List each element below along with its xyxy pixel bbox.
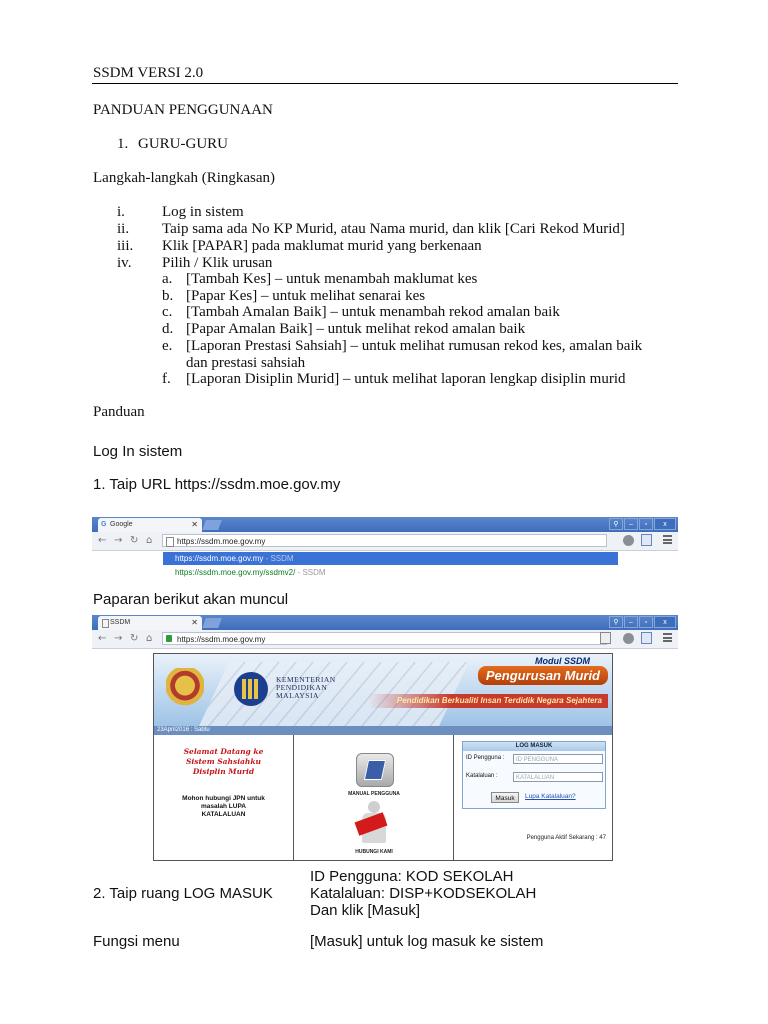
page-icon — [166, 537, 174, 547]
substep-letter: d. — [162, 321, 174, 337]
minimize-icon[interactable]: – — [624, 518, 638, 530]
substep-text: [Laporan Disiplin Murid] – untuk melihat laporan lengkap disiplin murid — [186, 371, 626, 387]
suggestion-item[interactable]: https://ssdm.moe.gov.my - SSDM — [163, 552, 618, 565]
step-text: Taip sama ada No KP Murid, atau Nama murid, dan klik [Cari Rekod Murid] — [162, 221, 625, 237]
address-bar[interactable] — [162, 534, 607, 547]
icons-column — [294, 735, 454, 860]
maximize-icon[interactable]: ▫ — [639, 518, 653, 530]
hubungi-label[interactable]: HUBUNGI KAMI — [355, 849, 393, 855]
extension-icon[interactable] — [623, 633, 634, 644]
extension-icon[interactable] — [623, 535, 634, 546]
step-number: ii. — [117, 221, 130, 237]
window-controls — [609, 616, 676, 628]
step-number: i. — [117, 204, 125, 220]
reload-icon[interactable]: ↻ — [130, 535, 139, 546]
substep-letter: a. — [162, 271, 173, 287]
site-banner — [154, 654, 612, 726]
browser-screenshot-2 — [92, 615, 678, 649]
browser-tab[interactable] — [98, 616, 202, 630]
manual-book-icon[interactable] — [356, 753, 394, 787]
active-users: Pengguna Aktif Sekarang : 47 — [526, 835, 606, 841]
doc-header: SSDM VERSI 2.0 — [93, 65, 204, 81]
address-text: https://ssdm.moe.gov.my — [177, 537, 266, 546]
doc-title: PANDUAN PENGGUNAAN — [93, 102, 273, 118]
suggestion-url: https://ssdm.moe.gov.my — [175, 554, 264, 563]
ministry-logo-icon — [234, 672, 268, 706]
translate-icon[interactable] — [600, 632, 611, 644]
browser-toolbar — [92, 630, 678, 649]
reload-icon[interactable]: ↻ — [130, 633, 139, 644]
address-bar[interactable] — [162, 632, 607, 645]
fungsi-text: [Masuk] untuk log masuk ke sistem — [310, 933, 544, 950]
browser-toolbar — [92, 532, 678, 551]
address-text: https://ssdm.moe.gov.my — [177, 635, 266, 644]
browser-screenshot-1 — [92, 517, 678, 551]
steps-heading: Langkah-langkah (Ringkasan) — [93, 170, 276, 186]
page-icon — [102, 619, 109, 628]
suggestion-title: SSDM — [302, 568, 326, 577]
forward-icon[interactable]: → — [114, 535, 123, 546]
lock-icon — [166, 635, 172, 642]
close-tab-icon[interactable]: ✕ — [191, 520, 198, 529]
paparan-text: Paparan berikut akan muncul — [93, 591, 289, 608]
substep-text: [Papar Kes] – untuk melihat senarai kes — [186, 288, 426, 304]
panduan-heading: Panduan — [93, 404, 145, 420]
welcome-column — [154, 735, 294, 860]
minimize-icon[interactable]: – — [624, 616, 638, 628]
substep-text: [Papar Amalan Baik] – untuk melihat rekod amalan baik — [186, 321, 526, 337]
login-heading: Log In sistem — [93, 443, 183, 460]
forward-icon[interactable]: → — [114, 633, 123, 644]
step2-line: ID Pengguna: KOD SEKOLAH — [310, 868, 514, 885]
close-window-icon[interactable]: x — [654, 616, 676, 628]
slogan: Pendidikan Berkualiti Insan Terdidik Negara Sejahtera — [368, 694, 608, 708]
id-label: ID Pengguna : — [466, 755, 505, 761]
contact-person-icon[interactable] — [360, 801, 388, 847]
ministry-name: KEMENTERIAN PENDIDIKAN MALAYSIA — [276, 675, 336, 700]
tab-title: SSDM — [110, 619, 131, 626]
substep-letter: f. — [162, 371, 171, 387]
masuk-button[interactable]: Masuk — [491, 792, 519, 803]
google-icon: G — [101, 521, 107, 528]
section-label: GURU-GURU — [138, 136, 228, 152]
step-text: Log in sistem — [162, 204, 244, 220]
tab-title: Google — [110, 521, 133, 528]
step2-line: Dan klik [Masuk] — [310, 902, 421, 919]
fungsi-label: Fungsi menu — [93, 933, 180, 950]
substep-text: [Tambah Amalan Baik] – untuk menambah rekod amalan baik — [186, 304, 560, 320]
bookmark-icon[interactable] — [641, 632, 652, 644]
user-icon[interactable]: ⚲ — [609, 518, 623, 530]
window-controls — [609, 518, 676, 530]
step-text: Pilih / Klik urusan — [162, 255, 273, 271]
suggestion-item[interactable]: https://ssdm.moe.gov.my/ssdmv2/ - SSDM — [175, 568, 326, 577]
step2-label: 2. Taip ruang LOG MASUK — [93, 885, 273, 902]
substep-letter: b. — [162, 288, 174, 304]
maximize-icon[interactable]: ▫ — [639, 616, 653, 628]
login-column — [454, 735, 612, 860]
ssdm-site-screenshot — [153, 653, 613, 861]
back-icon[interactable]: ← — [98, 633, 107, 644]
modul-label: Modul SSDM — [535, 656, 590, 666]
malaysia-crest-icon — [166, 668, 204, 712]
step1-text: 1. Taip URL https://ssdm.moe.gov.my — [93, 476, 341, 493]
home-icon[interactable]: ⌂ — [146, 535, 153, 546]
step-number: iv. — [117, 255, 132, 271]
step2-line: Katalaluan: DISP+KODSEKOLAH — [310, 885, 537, 902]
new-tab-button[interactable] — [202, 618, 222, 628]
substep-letter: e. — [162, 338, 173, 354]
new-tab-button[interactable] — [202, 520, 222, 530]
menu-icon[interactable] — [663, 633, 672, 642]
tab-strip — [92, 517, 678, 532]
password-label: Katalaluan : — [466, 773, 498, 779]
section-number: 1. — [117, 136, 129, 152]
step-number: iii. — [117, 238, 134, 254]
header-rule — [92, 83, 678, 84]
suggestion-url: https://ssdm.moe.gov.my/ — [175, 568, 266, 577]
lupa-katalaluan-link[interactable]: Lupa Katalaluan? — [525, 793, 576, 800]
manual-label[interactable]: MANUAL PENGGUNA — [348, 791, 400, 797]
bookmark-icon[interactable] — [641, 534, 652, 546]
welcome-text: Selamat Datang ke Sistem Sahsiahku Disiplin Murid — [183, 747, 264, 776]
tab-strip — [92, 615, 678, 630]
substep-letter: c. — [162, 304, 173, 320]
login-title: LOG MASUK — [463, 742, 605, 751]
substep-text: [Tambah Kes] – untuk menambah maklumat kes — [186, 271, 478, 287]
date-bar: 23April2016 : Sabtu — [154, 726, 612, 735]
back-icon[interactable]: ← — [98, 535, 107, 546]
password-input[interactable]: KATALALUAN — [513, 772, 603, 782]
browser-tab[interactable] — [98, 518, 202, 532]
mohon-notice: Mohon hubungi JPN untuk masalah LUPA KATALALUAN — [182, 795, 265, 818]
id-input[interactable]: ID PENGGUNA — [513, 754, 603, 764]
pengurusan-label: Pengurusan Murid — [478, 666, 608, 685]
login-box — [462, 741, 606, 809]
user-icon[interactable]: ⚲ — [609, 616, 623, 628]
home-icon[interactable]: ⌂ — [146, 633, 153, 644]
close-window-icon[interactable]: x — [654, 518, 676, 530]
close-tab-icon[interactable]: ✕ — [191, 618, 198, 627]
menu-icon[interactable] — [663, 535, 672, 544]
suggestion-title: SSDM — [270, 554, 294, 563]
step-text: Klik [PAPAR] pada maklumat murid yang berkenaan — [162, 238, 482, 254]
substep-text: [Laporan Prestasi Sahsiah] – untuk melihat rumusan rekod kes, amalan baik dan prestasi sahsiah — [186, 338, 643, 371]
